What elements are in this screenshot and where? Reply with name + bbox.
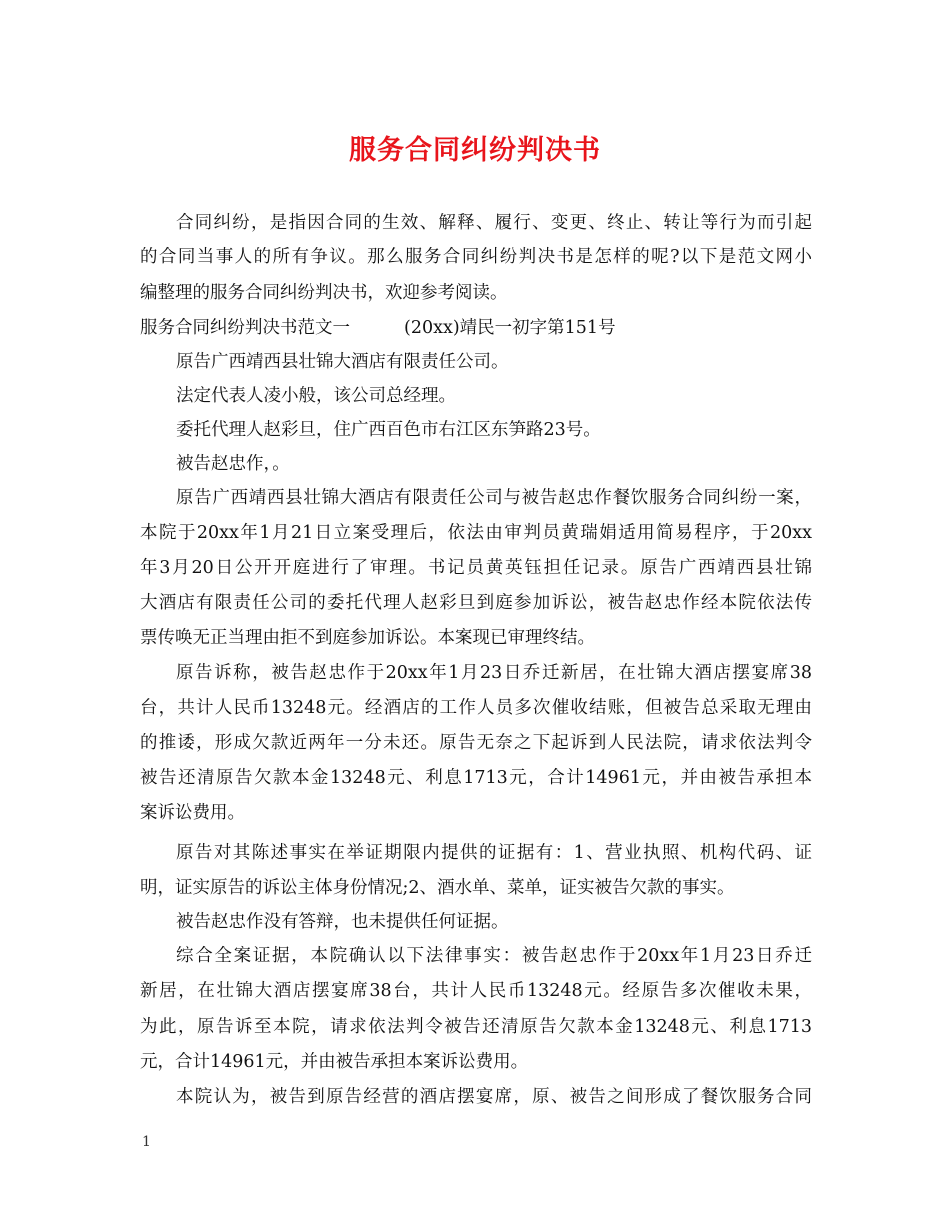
paragraph-line: 原告对其陈述事实在举证期限内提供的证据有：1、营业执照、机构代码、证 bbox=[176, 843, 812, 863]
paragraph-line: 的推诿，形成欠款近两年一分未还。原告无奈之下起诉到人民法院，请求依法判令 bbox=[140, 733, 812, 753]
paragraph-line: 被告还清原告欠款本金13248元、利息1713元，合计14961元，并由被告承担本 bbox=[140, 768, 812, 788]
page-number: 1 bbox=[142, 1134, 151, 1150]
paragraph-line: 年3月20日公开开庭进行了审理。书记员黄英钰担任记录。原告广西靖西县壮锦 bbox=[140, 558, 812, 578]
paragraph-line: 明，证实原告的诉讼主体身份情况;2、酒水单、菜单，证实被告欠款的事实。 bbox=[140, 878, 735, 898]
paragraph-line: 被告赵忠作，。 bbox=[176, 454, 290, 474]
paragraph-line: 原告诉称，被告赵忠作于20xx年1月23日乔迁新居，在壮锦大酒店摆宴席38 bbox=[176, 663, 812, 683]
paragraph-line: 原告广西靖西县壮锦大酒店有限责任公司与被告赵忠作餐饮服务合同纠纷一案， bbox=[176, 488, 812, 508]
paragraph-line: 综合全案证据，本院确认以下法律事实：被告赵忠作于20xx年1月23日乔迁 bbox=[176, 946, 812, 966]
paragraph-line: 的合同当事人的所有争议。那么服务合同纠纷判决书是怎样的呢?以下是范文网小 bbox=[140, 247, 812, 267]
section-heading: 服务合同纠纷判决书范文一 bbox=[140, 318, 350, 338]
paragraph-line: 法定代表人凌小般，该公司总经理。 bbox=[176, 386, 456, 406]
paragraph-line: 大酒店有限责任公司的委托代理人赵彩旦到庭参加诉讼，被告赵忠作经本院依法传 bbox=[140, 593, 812, 613]
paragraph-line: 票传唤无正当理由拒不到庭参加诉讼。本案现已审理终结。 bbox=[140, 628, 595, 648]
paragraph-line: 台，共计人民币13248元。经酒店的工作人员多次催收结账，但被告总采取无理由 bbox=[140, 698, 812, 718]
paragraph-line: 本院认为，被告到原告经营的酒店摆宴席，原、被告之间形成了餐饮服务合同 bbox=[176, 1087, 812, 1107]
paragraph-line: 合同纠纷，是指因合同的生效、解释、履行、变更、终止、转让等行为而引起 bbox=[176, 213, 812, 233]
paragraph-line: 本院于20xx年1月21日立案受理后，依法由审判员黄瑞娟适用简易程序，于20xx bbox=[140, 523, 812, 543]
paragraph-line: 为此，原告诉至本院，请求依法判令被告还清原告欠款本金13248元、利息1713 bbox=[140, 1017, 812, 1037]
paragraph-line: 新居，在壮锦大酒店摆宴席38台，共计人民币13248元。经原告多次催收未果， bbox=[140, 981, 812, 1001]
paragraph-line: 案诉讼费用。 bbox=[140, 803, 245, 823]
paragraph-line: 元，合计14961元，并由被告承担本案诉讼费用。 bbox=[140, 1052, 529, 1072]
paragraph-line: 原告广西靖西县壮锦大酒店有限责任公司。 bbox=[176, 352, 509, 372]
paragraph-line: 编整理的服务合同纠纷判决书，欢迎参考阅读。 bbox=[140, 283, 508, 303]
section-heading-row bbox=[140, 317, 616, 339]
paragraph-line: 被告赵忠作没有答辩，也未提供任何证据。 bbox=[176, 912, 509, 932]
case-number: (20xx)靖民一初字第151号 bbox=[404, 318, 616, 338]
paragraph-line: 委托代理人赵彩旦，住广西百色市右江区东笋路23号。 bbox=[176, 420, 601, 440]
document-title: 服务合同纠纷判决书 bbox=[349, 135, 601, 166]
